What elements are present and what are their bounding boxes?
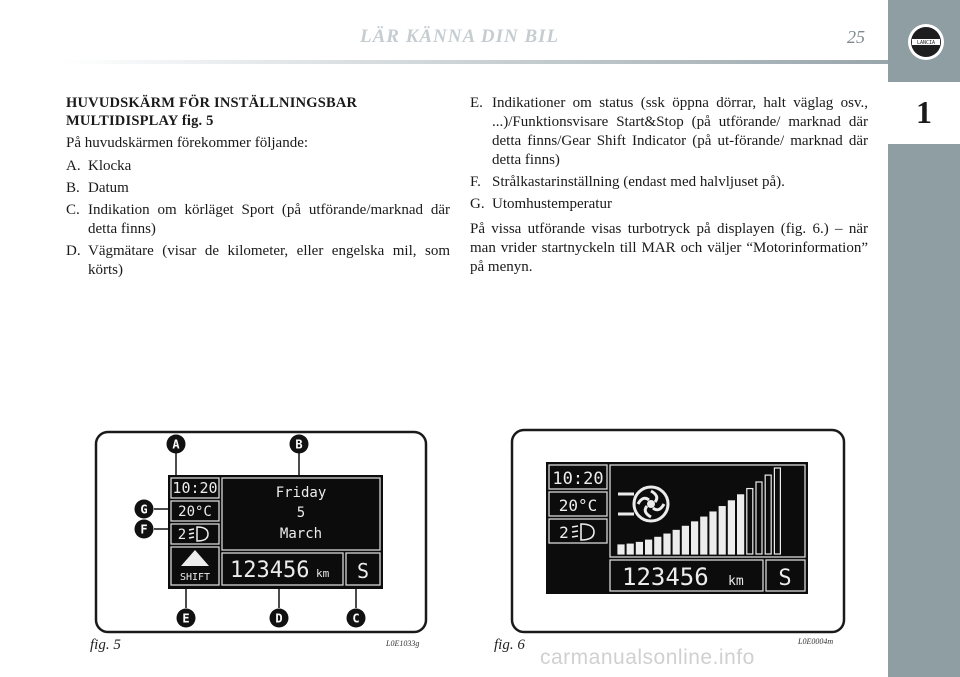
fig6-clock: 10:20	[552, 469, 604, 489]
chapter-tab[interactable]	[888, 82, 960, 144]
chapter-number: 1	[916, 94, 932, 130]
fig6-unit: km	[728, 574, 744, 589]
list-item: F. Strålkastarinställning (endast med halvljuset på).	[470, 174, 785, 190]
list-item: A. Klocka	[66, 158, 132, 174]
fig5-day: Friday	[275, 485, 327, 501]
list-item: E. Indikationer om status (ssk öppna dörrar, halt väglag osv., ...)/Funktionsvisare Start&Stop (på utförande/ marknad där detta finns/Gear Shift Indicator (på ut-förande/ marknad där detta finns)	[470, 95, 868, 168]
fig5-shift-label: SHIFT	[179, 572, 211, 583]
fig6-headlight-level: 2	[559, 523, 569, 542]
fig6-mode: S	[778, 566, 792, 591]
turbo-bar	[627, 544, 633, 554]
fig6-code: L0E0004m	[798, 637, 834, 646]
right-column	[470, 94, 868, 281]
page-number: 25	[847, 27, 865, 47]
lancia-logo-icon	[906, 22, 946, 62]
fig5-mode: S	[356, 559, 370, 583]
fig5-label: fig. 5	[90, 637, 121, 653]
list-item: B. Datum	[66, 180, 129, 196]
turbo-bar	[728, 501, 734, 554]
turbo-bar	[682, 526, 688, 554]
turbo-bar	[646, 540, 652, 554]
callout-a: A	[172, 437, 180, 452]
callout-g: G	[140, 502, 148, 517]
intro-text: På huvudskärmen förekommer följande:	[66, 135, 309, 151]
left-column	[66, 94, 450, 283]
fig6-odometer: 123456	[622, 563, 709, 591]
turbo-bar	[738, 495, 744, 554]
fig5-temperature: 20°C	[178, 504, 212, 520]
list-item: C. Indikation om körläget Sport (på utförande/marknad där detta finns)	[66, 202, 450, 237]
fig5-display-illustration	[94, 430, 428, 635]
callout-b: B	[295, 437, 303, 452]
fig6-display-illustration	[510, 428, 846, 635]
svg-text:LANCIA: LANCIA	[916, 40, 936, 46]
page-header	[0, 18, 888, 70]
fig5-date: 5	[296, 505, 306, 521]
fig5-headlight-level: 2	[177, 527, 187, 543]
fig5-clock: 10:20	[172, 479, 218, 497]
turbo-bar	[710, 512, 716, 554]
fig5-unit: km	[316, 567, 330, 580]
turbo-bar	[719, 507, 725, 554]
callout-e: E	[182, 611, 190, 626]
turbo-paragraph: På vissa utförande visas turbotryck på displayen (fig. 6.) – när man vrider startnyckeln till MAR och väljer “Motorinformation” på menyn.	[470, 221, 868, 275]
fig5-month: March	[279, 526, 323, 542]
header-rule	[60, 60, 888, 64]
callout-d: D	[275, 611, 283, 626]
turbo-bar	[673, 530, 679, 554]
watermark: carmanualsonline.info	[540, 646, 755, 669]
turbo-bar	[636, 542, 642, 554]
turbo-bar	[701, 517, 707, 554]
callout-f: F	[140, 522, 148, 537]
fig6-label: fig. 6	[494, 637, 525, 653]
section-title: LÄR KÄNNA DIN BIL	[360, 26, 560, 47]
callout-c: C	[352, 611, 360, 626]
turbo-bar	[692, 522, 698, 554]
section-heading: HUVUDSKÄRM FÖR INSTÄLLNINGSBAR MULTIDISPLAY fig. 5	[66, 95, 358, 129]
turbo-bar	[664, 534, 670, 554]
turbo-bar	[618, 545, 624, 554]
fig5-odometer: 123456	[230, 558, 310, 583]
fig5-code: L0E1033g	[386, 639, 420, 648]
list-item: D. Vägmätare (visar de kilometer, eller engelska mil, som körts)	[66, 243, 450, 278]
list-item: G. Utomhustemperatur	[470, 196, 612, 212]
fig6-temperature: 20°C	[558, 496, 598, 515]
turbo-bar	[655, 537, 661, 554]
